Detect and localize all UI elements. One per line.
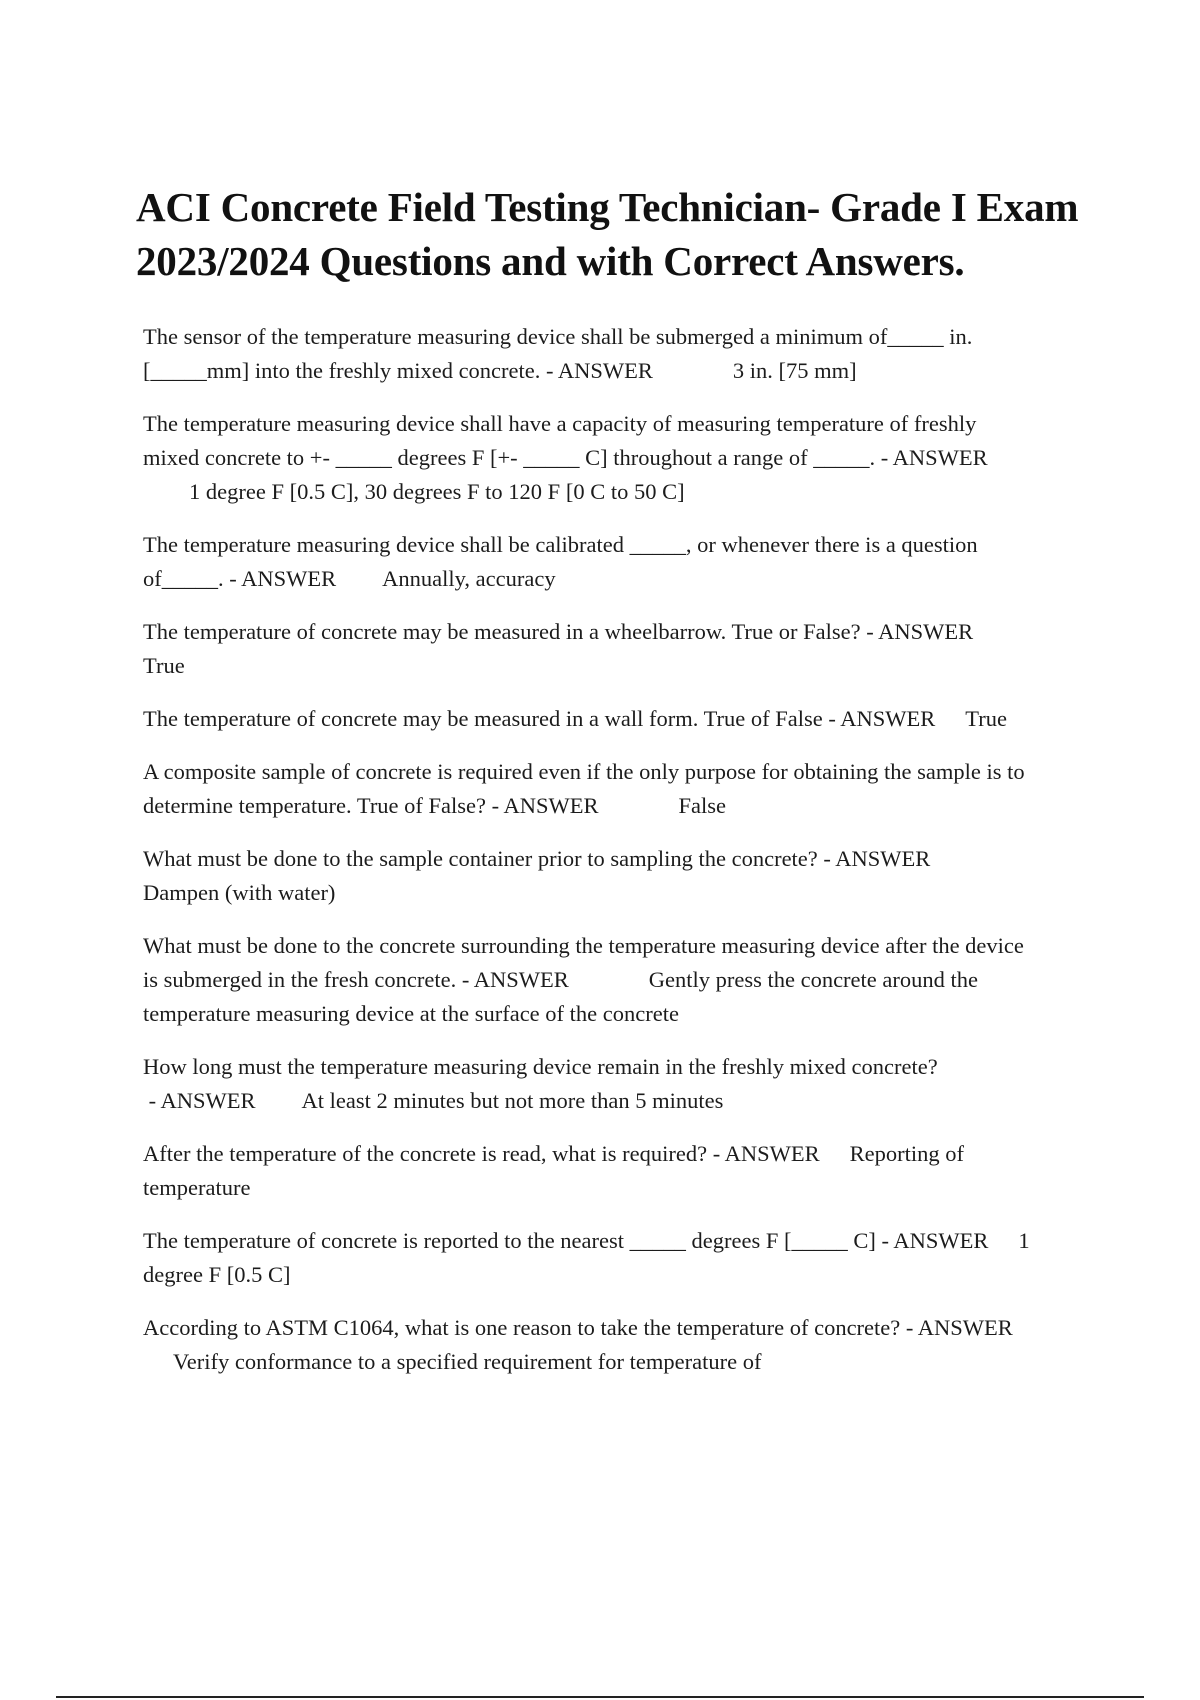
answer-text: False [678,793,727,818]
page-footer-rule [56,1696,1144,1698]
answer-marker: - ANSWER [875,445,988,470]
qa-item [143,929,1033,1031]
answer-marker: - ANSWER [456,967,569,992]
answer-text: Gently press the concrete around the temperature measuring device at the surface of the concrete [143,967,978,1026]
answer-marker: - ANSWER [875,1228,989,1253]
question-text: A composite sample of concrete is required even if the only purpose for obtaining the sample is to determine temperature. True of False? [143,759,1025,818]
document-title: ACI Concrete Field Testing Technician- Grade I Exam 2023/2024 Questions and with Correct Answers. [136,184,1079,284]
answer-text: Dampen (with water) [143,880,336,905]
answer-marker: - ANSWER [540,358,653,383]
qa-item [143,1137,1033,1205]
question-text: The temperature of concrete may be measured in a wall form. True of False [143,706,823,731]
qa-item [143,615,1033,683]
question-text: After the temperature of the concrete is read, what is required? [143,1141,708,1166]
answer-marker: - ANSWER [223,566,337,591]
answer-marker: - ANSWER [143,1088,256,1113]
question-text: The temperature measuring device shall have a capacity of measuring temperature of freshly mixed concrete to +- _____ degrees F [+- _____ C] throughout a range of _____. [143,411,977,470]
qa-item [143,702,1033,736]
question-text: The temperature of concrete may be measured in a wheelbarrow. True or False? [143,619,861,644]
answer-marker: - ANSWER [860,619,974,644]
answer-text: 3 in. [75 mm] [732,358,857,383]
answer-text: 1 degree F [0.5 C] [143,1228,1030,1287]
answer-marker: - ANSWER [900,1315,1013,1340]
answer-text: 1 degree F [0.5 C], 30 degrees F to 120 F [0 C to 50 C] [189,479,685,504]
question-text: The temperature of concrete is reported to the nearest _____ degrees F [_____ C] [143,1228,876,1253]
qa-item [143,1224,1033,1292]
qa-item [143,755,1033,823]
answer-marker: - ANSWER [817,846,931,871]
answer-marker: - ANSWER [822,706,936,731]
question-text: According to ASTM C1064, what is one reason to take the temperature of concrete? [143,1315,901,1340]
qa-item [143,528,1033,596]
answer-text: True [965,706,1007,731]
qa-list [143,320,1033,1398]
answer-text: At least 2 minutes but not more than 5 minutes [301,1088,724,1113]
answer-text: Annually, accuracy [382,566,556,591]
answer-text: True [143,653,185,678]
qa-item [143,1311,1033,1379]
question-text: The temperature measuring device shall be calibrated _____, or whenever there is a question of_____. [143,532,978,591]
question-text: The sensor of the temperature measuring device shall be submerged a minimum of_____ in. [_____mm] into the freshly mixed concrete. [143,324,973,383]
answer-marker: - ANSWER [486,793,599,818]
answer-text: Verify conformance to a specified requirement for temperature of [173,1349,762,1374]
answer-text: Reporting of temperature [143,1141,964,1200]
question-text: How long must the temperature measuring device remain in the freshly mixed concrete? [143,1054,938,1079]
qa-item [143,320,1033,388]
qa-item [143,842,1033,910]
qa-item [143,407,1033,509]
question-text: What must be done to the sample container prior to sampling the concrete? [143,846,818,871]
question-text: What must be done to the concrete surrounding the temperature measuring device after the device is submerged in the fresh concrete. [143,933,1024,992]
answer-marker: - ANSWER [707,1141,820,1166]
qa-item [143,1050,1033,1118]
